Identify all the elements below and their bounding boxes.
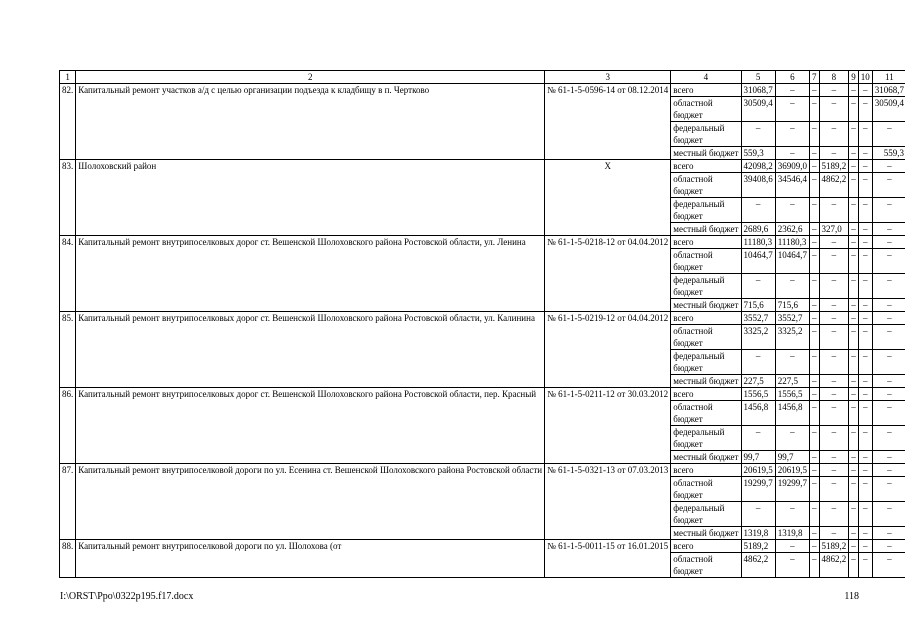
object-name: Капитальный ремонт участков а/д с целью организации подъезда к кладбищу в п. Чертково	[76, 84, 545, 160]
value-cell: –	[810, 451, 820, 464]
value-cell: –	[819, 299, 849, 312]
value-cell: –	[858, 147, 872, 160]
value-cell: 99,7	[741, 451, 775, 464]
value-cell: 10464,7	[775, 249, 809, 274]
value-cell: –	[872, 160, 905, 173]
funding-source: областной бюджет	[671, 97, 741, 122]
funding-source: областной бюджет	[671, 477, 741, 502]
value-cell: 42098,2	[741, 160, 775, 173]
value-cell: –	[872, 527, 905, 540]
value-cell: –	[810, 274, 820, 299]
value-cell: –	[810, 223, 820, 236]
funding-source: местный бюджет	[671, 527, 741, 540]
value-cell: –	[810, 325, 820, 350]
document-number: № 61-1-5-0219-12 от 04.04.2012	[545, 312, 671, 388]
column-number: 4	[671, 71, 741, 84]
value-cell: –	[849, 426, 859, 451]
value-cell: –	[741, 274, 775, 299]
value-cell: 39408,6	[741, 173, 775, 198]
value-cell: –	[849, 375, 859, 388]
value-cell: 5189,2	[819, 540, 849, 553]
value-cell: –	[819, 84, 849, 97]
value-cell: –	[872, 540, 905, 553]
value-cell: –	[872, 350, 905, 375]
funding-source: всего	[671, 464, 741, 477]
value-cell: 3552,7	[741, 312, 775, 325]
value-cell: –	[858, 426, 872, 451]
object-name: Шолоховский район	[76, 160, 545, 236]
document-number: № 61-1-5-0596-14 от 08.12.2014	[545, 84, 671, 160]
footer-page-number: 118	[844, 591, 859, 602]
value-cell: –	[775, 84, 809, 97]
table-row	[60, 388, 905, 401]
value-cell: –	[872, 223, 905, 236]
value-cell: –	[858, 350, 872, 375]
value-cell: –	[858, 502, 872, 527]
funding-source: местный бюджет	[671, 299, 741, 312]
value-cell: –	[810, 147, 820, 160]
value-cell: –	[849, 540, 859, 553]
value-cell: –	[849, 401, 859, 426]
value-cell: –	[819, 464, 849, 477]
funding-source: местный бюджет	[671, 147, 741, 160]
value-cell: –	[872, 477, 905, 502]
value-cell: –	[858, 249, 872, 274]
document-number: № 61-1-5-0011-15 от 16.01.2015	[545, 540, 671, 578]
value-cell: –	[775, 553, 809, 578]
value-cell: 3325,2	[775, 325, 809, 350]
funding-source: областной бюджет	[671, 401, 741, 426]
value-cell: –	[872, 451, 905, 464]
row-number: 85.	[60, 312, 76, 388]
funding-source: областной бюджет	[671, 325, 741, 350]
value-cell: –	[810, 97, 820, 122]
value-cell: –	[741, 426, 775, 451]
column-number: 10	[858, 71, 872, 84]
document-number: Х	[545, 160, 671, 236]
value-cell: –	[810, 527, 820, 540]
value-cell: 99,7	[775, 451, 809, 464]
value-cell: –	[849, 502, 859, 527]
value-cell: 3552,7	[775, 312, 809, 325]
value-cell: –	[775, 350, 809, 375]
value-cell: –	[819, 426, 849, 451]
value-cell: 10464,7	[741, 249, 775, 274]
value-cell: –	[819, 527, 849, 540]
value-cell: 1319,8	[741, 527, 775, 540]
value-cell: –	[872, 502, 905, 527]
value-cell: –	[858, 173, 872, 198]
value-cell: 559,3	[741, 147, 775, 160]
column-number: 5	[741, 71, 775, 84]
funding-source: всего	[671, 236, 741, 249]
table-row	[60, 540, 905, 553]
column-number: 8	[819, 71, 849, 84]
value-cell: –	[849, 198, 859, 223]
value-cell: 1556,5	[741, 388, 775, 401]
row-number: 84.	[60, 236, 76, 312]
column-number-row	[60, 71, 905, 84]
budget-table	[59, 70, 905, 578]
row-number: 87.	[60, 464, 76, 540]
value-cell: –	[849, 223, 859, 236]
value-cell: 1456,8	[741, 401, 775, 426]
value-cell: –	[775, 426, 809, 451]
funding-source: всего	[671, 84, 741, 97]
value-cell: –	[872, 249, 905, 274]
value-cell: –	[858, 312, 872, 325]
value-cell: –	[858, 274, 872, 299]
table-row	[60, 236, 905, 249]
value-cell: –	[810, 84, 820, 97]
value-cell: –	[810, 350, 820, 375]
value-cell: –	[858, 451, 872, 464]
value-cell: 715,6	[775, 299, 809, 312]
value-cell: 20619,5	[775, 464, 809, 477]
value-cell: –	[858, 97, 872, 122]
funding-source: федеральный бюджет	[671, 426, 741, 451]
funding-source: местный бюджет	[671, 451, 741, 464]
column-number: 1	[60, 71, 76, 84]
table-row	[60, 84, 905, 97]
value-cell: 1556,5	[775, 388, 809, 401]
column-number: 2	[76, 71, 545, 84]
value-cell: 30509,4	[872, 97, 905, 122]
value-cell: –	[872, 198, 905, 223]
value-cell: –	[849, 477, 859, 502]
object-name: Капитальный ремонт внутрипоселковых дорог ст. Вешенской Шолоховского района Ростовской области, пер. Красный	[76, 388, 545, 464]
value-cell: 20619,5	[741, 464, 775, 477]
value-cell: –	[872, 122, 905, 147]
funding-source: областной бюджет	[671, 553, 741, 578]
column-number: 7	[810, 71, 820, 84]
value-cell: –	[849, 249, 859, 274]
funding-source: всего	[671, 540, 741, 553]
value-cell: –	[858, 477, 872, 502]
value-cell: 5189,2	[741, 540, 775, 553]
value-cell: –	[810, 477, 820, 502]
row-number: 86.	[60, 388, 76, 464]
value-cell: –	[810, 464, 820, 477]
funding-source: местный бюджет	[671, 223, 741, 236]
value-cell: –	[810, 502, 820, 527]
value-cell: –	[810, 312, 820, 325]
row-number: 82.	[60, 84, 76, 160]
value-cell: –	[872, 312, 905, 325]
funding-source: всего	[671, 388, 741, 401]
funding-source: местный бюджет	[671, 375, 741, 388]
row-number: 88.	[60, 540, 76, 578]
value-cell: –	[810, 236, 820, 249]
value-cell: –	[775, 198, 809, 223]
value-cell: –	[810, 299, 820, 312]
value-cell: 2689,6	[741, 223, 775, 236]
value-cell: –	[872, 401, 905, 426]
value-cell: –	[819, 249, 849, 274]
value-cell: –	[849, 464, 859, 477]
value-cell: –	[872, 464, 905, 477]
funding-source: всего	[671, 312, 741, 325]
value-cell: –	[849, 527, 859, 540]
value-cell: –	[849, 274, 859, 299]
value-cell: –	[810, 375, 820, 388]
value-cell: –	[810, 553, 820, 578]
table-row	[60, 160, 905, 173]
value-cell: –	[849, 553, 859, 578]
value-cell: –	[858, 401, 872, 426]
funding-source: федеральный бюджет	[671, 122, 741, 147]
value-cell: –	[849, 147, 859, 160]
value-cell: 2362,6	[775, 223, 809, 236]
value-cell: –	[858, 540, 872, 553]
value-cell: –	[858, 122, 872, 147]
value-cell: –	[810, 249, 820, 274]
value-cell: 4862,2	[819, 553, 849, 578]
footer-file-path: I:\ORST\Ppo\0322p195.f17.docx	[60, 591, 194, 602]
value-cell: 36909,0	[775, 160, 809, 173]
value-cell: –	[741, 350, 775, 375]
value-cell: –	[819, 388, 849, 401]
value-cell: –	[819, 122, 849, 147]
value-cell: –	[819, 97, 849, 122]
value-cell: –	[775, 502, 809, 527]
value-cell: –	[819, 502, 849, 527]
value-cell: –	[872, 426, 905, 451]
column-number: 9	[849, 71, 859, 84]
value-cell: –	[849, 451, 859, 464]
value-cell: –	[819, 401, 849, 426]
value-cell: –	[819, 375, 849, 388]
row-number: 83.	[60, 160, 76, 236]
value-cell: 31068,7	[872, 84, 905, 97]
value-cell: –	[775, 147, 809, 160]
value-cell: –	[810, 122, 820, 147]
value-cell: –	[819, 274, 849, 299]
value-cell: 3325,2	[741, 325, 775, 350]
object-name: Капитальный ремонт внутрипоселковой дороги по ул. Шолохова (от	[76, 540, 545, 578]
value-cell: –	[810, 198, 820, 223]
value-cell: –	[849, 350, 859, 375]
funding-source: федеральный бюджет	[671, 198, 741, 223]
value-cell: –	[849, 84, 859, 97]
object-name: Капитальный ремонт внутрипоселковых дорог ст. Вешенской Шолоховского района Ростовской области, ул. Калинина	[76, 312, 545, 388]
value-cell: –	[872, 274, 905, 299]
value-cell: –	[872, 325, 905, 350]
table-row	[60, 464, 905, 477]
value-cell: 559,3	[872, 147, 905, 160]
value-cell: –	[849, 325, 859, 350]
value-cell: –	[849, 173, 859, 198]
value-cell: –	[872, 299, 905, 312]
object-name: Капитальный ремонт внутрипоселковой дороги по ул. Есенина ст. Вешенской Шолоховского района Ростовской области	[76, 464, 545, 540]
value-cell: –	[849, 122, 859, 147]
funding-source: областной бюджет	[671, 173, 741, 198]
value-cell: 4862,2	[741, 553, 775, 578]
value-cell: –	[858, 325, 872, 350]
value-cell: 34546,4	[775, 173, 809, 198]
table-row	[60, 312, 905, 325]
value-cell: –	[810, 173, 820, 198]
value-cell: –	[872, 375, 905, 388]
value-cell: –	[810, 426, 820, 451]
column-number: 6	[775, 71, 809, 84]
value-cell: –	[849, 160, 859, 173]
value-cell: –	[741, 502, 775, 527]
value-cell: 19299,7	[741, 477, 775, 502]
value-cell: –	[872, 173, 905, 198]
value-cell: –	[741, 198, 775, 223]
value-cell: 715,6	[741, 299, 775, 312]
document-number: № 61-1-5-0321-13 от 07.03.2013	[545, 464, 671, 540]
value-cell: –	[872, 388, 905, 401]
value-cell: –	[810, 401, 820, 426]
value-cell: 31068,7	[741, 84, 775, 97]
value-cell: –	[819, 312, 849, 325]
value-cell: 19299,7	[775, 477, 809, 502]
document-number: № 61-1-5-0218-12 от 04.04.2012	[545, 236, 671, 312]
value-cell: –	[741, 122, 775, 147]
value-cell: –	[872, 236, 905, 249]
funding-source: всего	[671, 160, 741, 173]
column-number: 3	[545, 71, 671, 84]
value-cell: 5189,2	[819, 160, 849, 173]
value-cell: 327,0	[819, 223, 849, 236]
value-cell: –	[775, 274, 809, 299]
value-cell: –	[775, 122, 809, 147]
object-name: Капитальный ремонт внутрипоселковых дорог ст. Вешенской Шолоховского района Ростовской области, ул. Ленина	[76, 236, 545, 312]
value-cell: –	[810, 160, 820, 173]
value-cell: –	[858, 223, 872, 236]
value-cell: –	[849, 312, 859, 325]
funding-source: федеральный бюджет	[671, 350, 741, 375]
value-cell: –	[849, 236, 859, 249]
funding-source: областной бюджет	[671, 249, 741, 274]
value-cell: –	[819, 350, 849, 375]
value-cell: –	[819, 236, 849, 249]
value-cell: 227,5	[741, 375, 775, 388]
funding-source: федеральный бюджет	[671, 502, 741, 527]
value-cell: –	[858, 236, 872, 249]
value-cell: 30509,4	[741, 97, 775, 122]
value-cell: 227,5	[775, 375, 809, 388]
value-cell: 4862,2	[819, 173, 849, 198]
value-cell: –	[858, 160, 872, 173]
value-cell: –	[819, 325, 849, 350]
value-cell: –	[858, 299, 872, 312]
value-cell: –	[858, 84, 872, 97]
value-cell: –	[858, 198, 872, 223]
value-cell: 11180,3	[741, 236, 775, 249]
value-cell: –	[858, 464, 872, 477]
value-cell: –	[849, 97, 859, 122]
value-cell: –	[858, 527, 872, 540]
value-cell: 1319,8	[775, 527, 809, 540]
value-cell: –	[810, 388, 820, 401]
funding-source: федеральный бюджет	[671, 274, 741, 299]
value-cell: –	[819, 147, 849, 160]
value-cell: –	[819, 477, 849, 502]
value-cell: –	[775, 97, 809, 122]
value-cell: –	[872, 553, 905, 578]
value-cell: –	[858, 553, 872, 578]
value-cell: 11180,3	[775, 236, 809, 249]
value-cell: –	[775, 540, 809, 553]
value-cell: –	[810, 540, 820, 553]
value-cell: –	[858, 388, 872, 401]
value-cell: 1456,8	[775, 401, 809, 426]
value-cell: –	[819, 451, 849, 464]
document-number: № 61-1-5-0211-12 от 30.03.2012	[545, 388, 671, 464]
value-cell: –	[849, 299, 859, 312]
column-number: 11	[872, 71, 905, 84]
value-cell: –	[819, 198, 849, 223]
value-cell: –	[849, 388, 859, 401]
value-cell: –	[858, 375, 872, 388]
